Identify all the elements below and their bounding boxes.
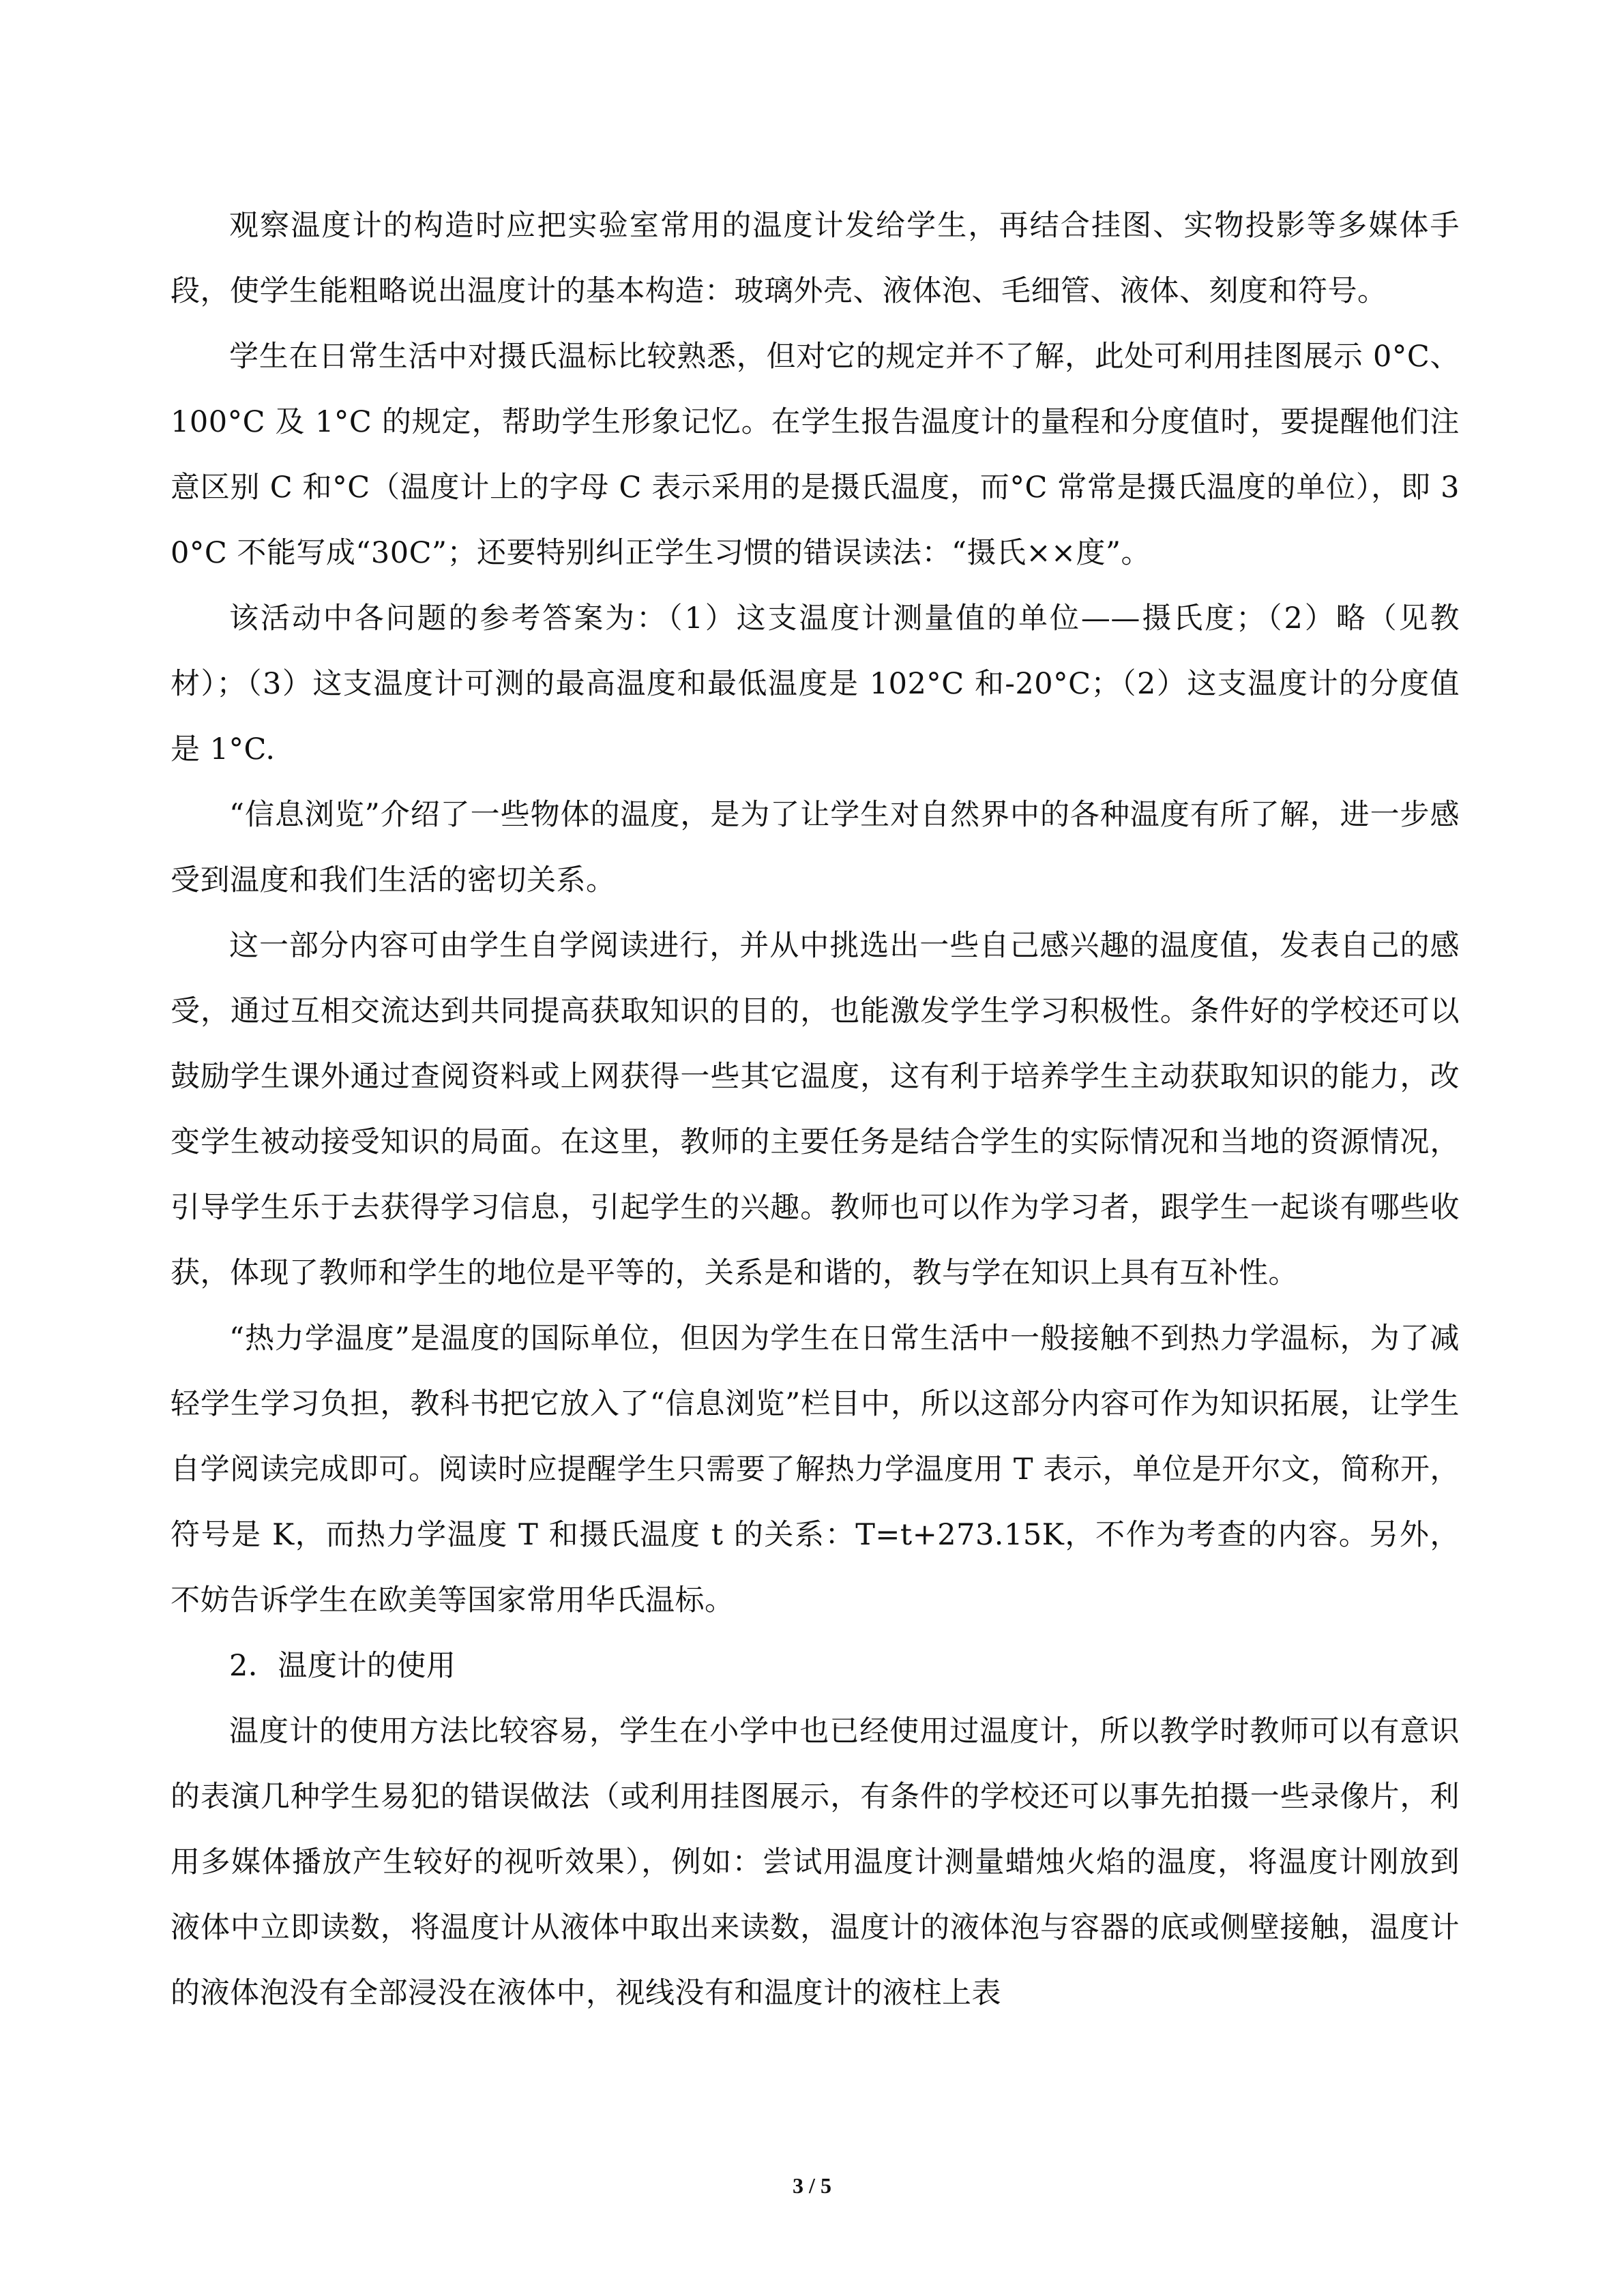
section-heading-thermometer-use: 2．温度计的使用 xyxy=(229,1649,456,1683)
paragraph-self-study: 这一部分内容可由学生自学阅读进行，并从中挑选出一些自己感兴趣的温度值，发表自己的感受，通过互相交流达到共同提高获取知识的目的，也能激发学生学习积极性。条件好的学校还可以鼓励学生课外通过查阅资料或上网获得一些其它温度，这有利于培养学生主动获取知识的能力，改变学生被动接受知识的局面。在这里，教师的主要任务是结合学生的实际情况和当地的资源情况，引导学生乐于去获得学习信息，引起学生的兴趣。教师也可以作为学习者，跟学生一起谈有哪些收获，体现了教师和学生的地位是平等的，关系是和谐的，教与学在知识上具有互补性。 xyxy=(171,929,1460,1290)
paragraph-info-browse: “信息浏览”介绍了一些物体的温度，是为了让学生对自然界中的各种温度有所了解，进一步感受到温度和我们生活的密切关系。 xyxy=(171,798,1460,897)
page-number: 3 / 5 xyxy=(793,2173,831,2198)
paragraph-thermodynamic-temperature: “热力学温度”是温度的国际单位，但因为学生在日常生活中一般接触不到热力学温标，为了减轻学生学习负担，教科书把它放入了“信息浏览”栏目中，所以这部分内容可作为知识拓展，让学生自学阅读完成即可。阅读时应提醒学生只需要了解热力学温度用 T 表示，单位是开尔文，简称开，符号是 K，而热力学温度 T 和摄氏温度 t 的关系：T=t+273.15K，不作为考查的内容。另外，不妨告诉学生在欧美等国家常用华氏温标。 xyxy=(171,1322,1460,1617)
paragraph-celsius-scale: 学生在日常生活中对摄氏温标比较熟悉，但对它的规定并不了解，此处可利用挂图展示 0°C、100°C 及 1°C 的规定，帮助学生形象记忆。在学生报告温度计的量程和分度值时，要提醒他们注意区别 C 和°C（温度计上的字母 C 表示采用的是摄氏温度，而°C 常常是摄氏温度的单位），即 30°C 不能写成“30C”；还要特别纠正学生习惯的错误读法：“摄氏××度”。 xyxy=(171,340,1460,570)
paragraph-thermometer-structure: 观察温度计的构造时应把实验室常用的温度计发给学生，再结合挂图、实物投影等多媒体手段，使学生能粗略说出温度计的基本构造：玻璃外壳、液体泡、毛细管、液体、刻度和符号。 xyxy=(171,209,1460,308)
body-text xyxy=(171,193,1460,2026)
paragraph-reference-answers: 该活动中各问题的参考答案为：（1）这支温度计测量值的单位——摄氏度；（2）略（见教材）；（3）这支温度计可测的最高温度和最低温度是 102°C 和-20°C；（2）这支温度计的分度值是 1°C. xyxy=(171,601,1460,766)
paragraph-thermometer-use: 温度计的使用方法比较容易，学生在小学中也已经使用过温度计，所以教学时教师可以有意识的表演几种学生易犯的错误做法（或利用挂图展示，有条件的学校还可以事先拍摄一些录像片，利用多媒体播放产生较好的视听效果），例如：尝试用温度计测量蜡烛火焰的温度，将温度计刚放到液体中立即读数，将温度计从液体中取出来读数，温度计的液体泡与容器的底或侧壁接触，温度计的液体泡没有全部浸没在液体中，视线没有和温度计的液柱上表 xyxy=(171,1714,1460,2010)
